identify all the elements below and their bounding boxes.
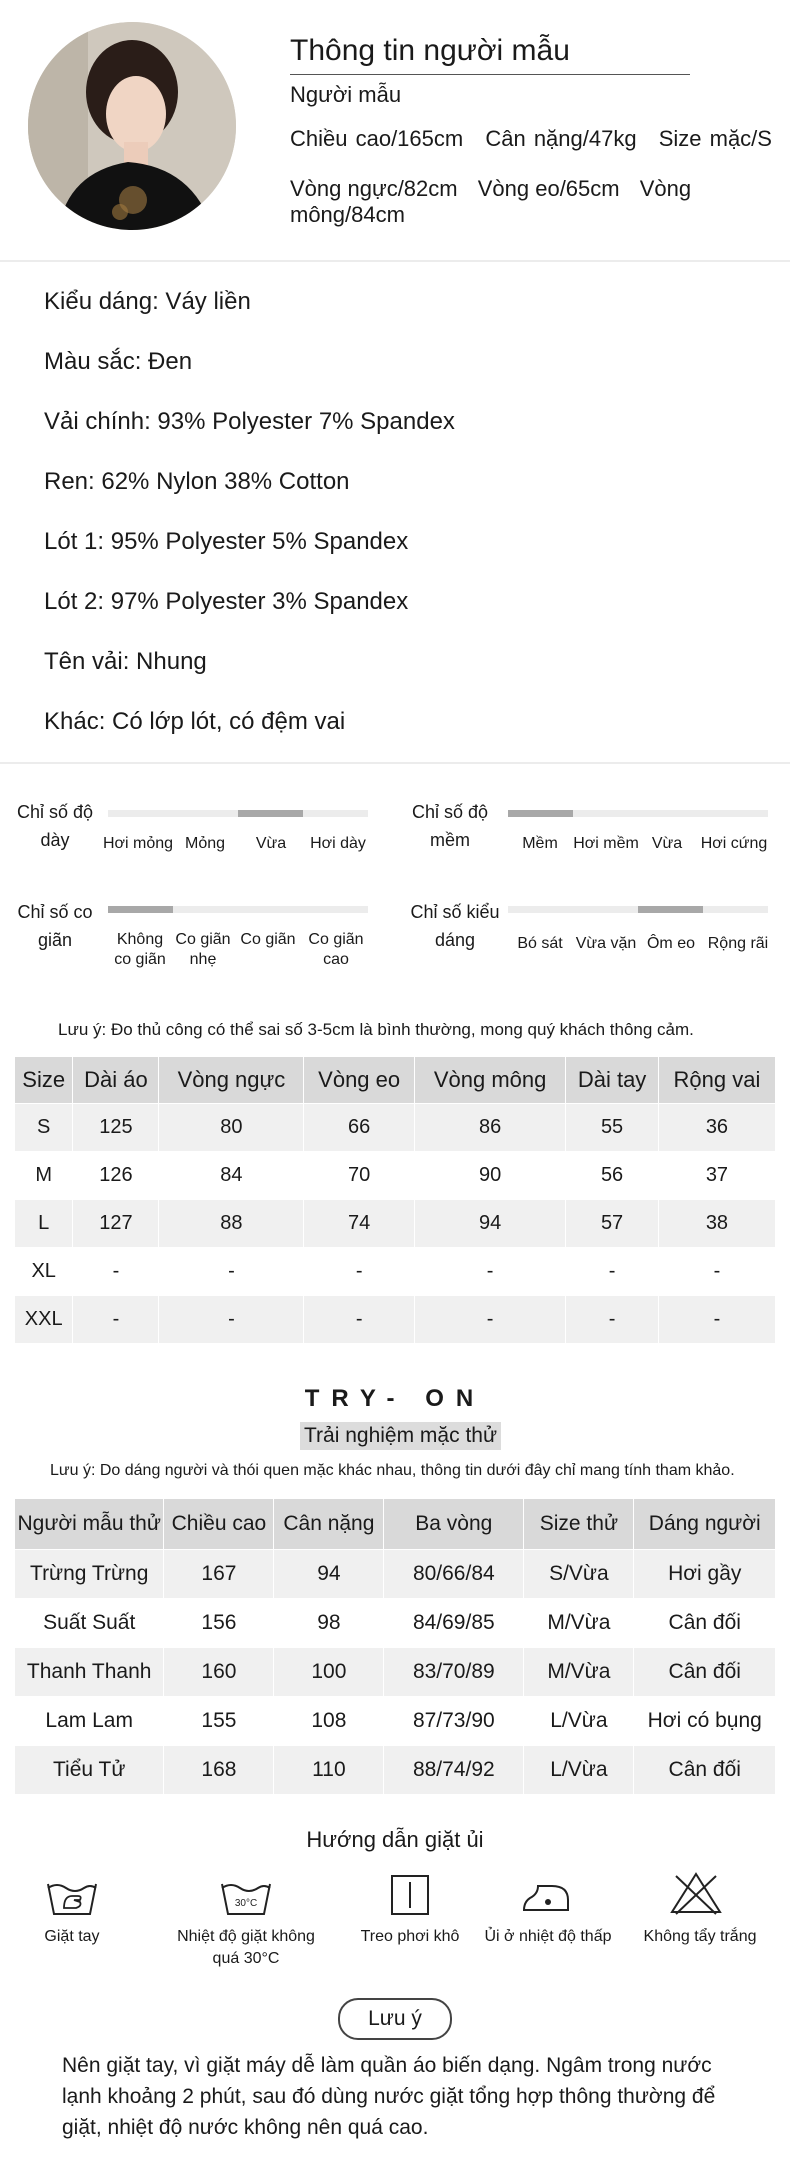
stretch-option: Co giãn cao <box>308 931 364 968</box>
table-cell: 38 <box>658 1200 775 1248</box>
size-table-header-cell: Rộng vai <box>658 1057 775 1104</box>
model-photo <box>28 22 236 230</box>
size-table-header <box>15 1057 776 1104</box>
thickness-option: Mỏng <box>184 835 226 852</box>
model-info-subtitle: Người mẫu <box>290 82 402 107</box>
table-cell: - <box>304 1296 415 1344</box>
tryon-table-header-cell: Cân nặng <box>274 1499 384 1550</box>
model-measure-row-2 <box>290 176 790 228</box>
stretch-index-label: Chỉ số co giãn <box>17 902 93 950</box>
table-cell: 86 <box>414 1104 565 1152</box>
softness-index-bar <box>508 810 768 817</box>
table-cell: 98 <box>274 1599 384 1648</box>
size-table <box>14 1056 776 1344</box>
table-cell: 80/66/84 <box>384 1550 524 1599</box>
softness-index-label: Chỉ số độ mềm <box>411 802 489 850</box>
table-cell: 94 <box>274 1550 384 1599</box>
thickness-option: Hơi dày <box>310 835 366 852</box>
table-cell: 70 <box>304 1152 415 1200</box>
notice-button[interactable]: Lưu ý <box>338 1998 452 2040</box>
table-cell: 156 <box>164 1599 274 1648</box>
tryon-table-header <box>15 1499 776 1550</box>
softness-index-marker <box>508 810 573 817</box>
table-cell: 167 <box>164 1550 274 1599</box>
spec-lining-2: Lót 2: 97% Polyester 3% Spandex <box>44 588 409 615</box>
model-height: Chiều cao/165cm <box>290 126 464 151</box>
model-measure-row-1 <box>290 126 786 152</box>
size-note: Lưu ý: Đo thủ công có thể sai số 3-5cm là bình thường, mong quý khách thông cảm. <box>58 1020 694 1039</box>
table-cell: 57 <box>566 1200 659 1248</box>
table-cell: 168 <box>164 1746 274 1795</box>
table-cell: - <box>73 1296 159 1344</box>
table-cell: Cân đối <box>634 1746 776 1795</box>
table-cell: 56 <box>566 1152 659 1200</box>
tryon-table-header-cell: Size thử <box>524 1499 634 1550</box>
table-cell: 36 <box>658 1104 775 1152</box>
wash-30-label: Nhiệt độ giặt không quá 30°C <box>177 1928 315 1967</box>
washing-title: Hướng dẫn giặt ủi <box>306 1827 484 1852</box>
table-cell: 160 <box>164 1648 274 1697</box>
table-cell: Cân đối <box>634 1599 776 1648</box>
tryon-subtitle: Trải nghiệm mặc thử <box>300 1422 501 1450</box>
wash-temp-text: 30°C <box>234 1898 258 1909</box>
table-cell: 94 <box>414 1200 565 1248</box>
tryon-table <box>14 1498 776 1795</box>
table-cell: 127 <box>73 1200 159 1248</box>
iron-low-label: Ủi ở nhiệt độ thấp <box>484 1928 612 1945</box>
table-cell: 55 <box>566 1104 659 1152</box>
model-avatar <box>28 22 236 230</box>
table-row <box>15 1104 776 1152</box>
fit-index-bar <box>508 906 768 913</box>
table-cell: 83/70/89 <box>384 1648 524 1697</box>
thickness-option: Hơi mỏng <box>102 835 174 852</box>
stretch-option: Không co giãn <box>114 931 166 968</box>
stretch-option: Co giãn nhẹ <box>175 931 231 968</box>
spec-other: Khác: Có lớp lót, có đệm vai <box>44 708 346 735</box>
model-hip: Vòng mông/84cm <box>290 176 692 227</box>
model-weight: Cân nặng/47kg <box>485 126 637 151</box>
section-divider <box>0 762 790 764</box>
table-cell: XXL <box>15 1296 73 1344</box>
table-cell: - <box>73 1248 159 1296</box>
table-cell: - <box>414 1248 565 1296</box>
table-cell: M <box>15 1152 73 1200</box>
table-row <box>15 1599 776 1648</box>
size-table-header-cell: Vòng mông <box>414 1057 565 1104</box>
tryon-table-header-cell: Người mẫu thử <box>15 1499 164 1550</box>
thickness-index-label: Chỉ số độ dày <box>16 802 94 850</box>
table-cell: 87/73/90 <box>384 1697 524 1746</box>
table-cell: 108 <box>274 1697 384 1746</box>
table-cell: M/Vừa <box>524 1648 634 1697</box>
fit-index-label: Chỉ số kiểu dáng <box>410 902 500 950</box>
model-info-title: Thông tin người mẫu <box>290 34 570 67</box>
size-table-header-cell: Dài tay <box>566 1057 659 1104</box>
stretch-index-bar <box>108 906 368 913</box>
table-cell: Lam Lam <box>15 1697 164 1746</box>
table-cell: 126 <box>73 1152 159 1200</box>
softness-option: Hơi cứng <box>700 835 768 852</box>
table-cell: 66 <box>304 1104 415 1152</box>
notice-text: Nên giặt tay, vì giặt máy dễ làm quần áo biến dạng. Ngâm trong nước lạnh khoảng 2 phút, sau đó dùng nước giặt tổng hợp thông thường để giặt, nhiệt độ nước không nên quá cao. <box>62 2054 716 2139</box>
spec-color: Màu sắc: Đen <box>44 348 193 375</box>
fit-option: Rộng rãi <box>707 935 769 952</box>
line-dry-icon <box>380 1872 440 1918</box>
table-cell: - <box>159 1248 304 1296</box>
table-cell: Thanh Thanh <box>15 1648 164 1697</box>
table-cell: S/Vừa <box>524 1550 634 1599</box>
table-cell: - <box>414 1296 565 1344</box>
table-cell: Hơi gầy <box>634 1550 776 1599</box>
table-row <box>15 1152 776 1200</box>
size-table-header-cell: Vòng eo <box>304 1057 415 1104</box>
table-cell: - <box>304 1248 415 1296</box>
tryon-note: Lưu ý: Do dáng người và thói quen mặc khác nhau, thông tin dưới đây chỉ mang tính tham khảo. <box>50 1462 735 1479</box>
table-cell: 84 <box>159 1152 304 1200</box>
size-table-header-cell: Dài áo <box>73 1057 159 1104</box>
tryon-table-header-cell: Dáng người <box>634 1499 776 1550</box>
no-bleach-icon <box>666 1870 726 1916</box>
spec-style: Kiểu dáng: Váy liền <box>44 288 251 315</box>
hand-wash-label: Giặt tay <box>44 1928 100 1945</box>
table-cell: 110 <box>274 1746 384 1795</box>
table-cell: - <box>566 1248 659 1296</box>
table-cell: M/Vừa <box>524 1599 634 1648</box>
table-cell: 90 <box>414 1152 565 1200</box>
line-dry-label: Treo phơi khô <box>360 1928 460 1945</box>
table-cell: L/Vừa <box>524 1697 634 1746</box>
table-row <box>15 1746 776 1795</box>
table-cell: 100 <box>274 1648 384 1697</box>
fit-index-marker <box>638 906 703 913</box>
thickness-index-bar <box>108 810 368 817</box>
table-cell: 74 <box>304 1200 415 1248</box>
table-cell: 88/74/92 <box>384 1746 524 1795</box>
softness-option: Vừa <box>651 835 683 852</box>
size-table-header-cell: Vòng ngực <box>159 1057 304 1104</box>
table-cell: XL <box>15 1248 73 1296</box>
section-divider <box>0 260 790 262</box>
fit-option: Bó sát <box>517 935 563 952</box>
size-table-header-cell: Size <box>15 1057 73 1104</box>
table-row <box>15 1697 776 1746</box>
table-row <box>15 1550 776 1599</box>
table-cell: 125 <box>73 1104 159 1152</box>
tryon-title: TRY- ON <box>304 1385 486 1412</box>
table-cell: Hơi có bụng <box>634 1697 776 1746</box>
model-bust: Vòng ngực/82cm <box>290 176 458 201</box>
table-cell: Suất Suất <box>15 1599 164 1648</box>
table-row <box>15 1248 776 1296</box>
model-waist: Vòng eo/65cm <box>477 176 620 201</box>
thickness-option: Vừa <box>255 835 287 852</box>
table-cell: L/Vừa <box>524 1746 634 1795</box>
table-cell: L <box>15 1200 73 1248</box>
spec-lace: Ren: 62% Nylon 38% Cotton <box>44 468 350 495</box>
table-cell: 80 <box>159 1104 304 1152</box>
hand-wash-icon <box>42 1874 102 1920</box>
fit-option: Vừa vặn <box>575 935 637 952</box>
title-underline <box>290 74 690 75</box>
stretch-option: Co giãn <box>240 931 296 948</box>
thickness-index-marker <box>238 810 303 817</box>
spec-fabric-name: Tên vải: Nhung <box>44 648 207 675</box>
table-cell: 84/69/85 <box>384 1599 524 1648</box>
iron-low-icon <box>516 1874 576 1920</box>
table-cell: Cân đối <box>634 1648 776 1697</box>
table-row <box>15 1200 776 1248</box>
table-cell: - <box>658 1296 775 1344</box>
softness-option: Hơi mềm <box>573 835 639 852</box>
softness-option: Mềm <box>522 835 558 852</box>
table-cell: 37 <box>658 1152 775 1200</box>
table-cell: Trừng Trừng <box>15 1550 164 1599</box>
table-cell: Tiểu Tử <box>15 1746 164 1795</box>
spec-lining-1: Lót 1: 95% Polyester 5% Spandex <box>44 528 409 555</box>
wash-30-icon <box>216 1874 276 1920</box>
fit-option: Ôm eo <box>646 935 695 952</box>
table-cell: - <box>159 1296 304 1344</box>
table-cell: - <box>566 1296 659 1344</box>
model-size: Size mặc/S <box>658 126 772 151</box>
table-row <box>15 1296 776 1344</box>
table-cell: 155 <box>164 1697 274 1746</box>
table-cell: 88 <box>159 1200 304 1248</box>
table-cell: - <box>658 1248 775 1296</box>
stretch-index-marker <box>108 906 173 913</box>
no-bleach-label: Không tẩy trắng <box>643 1928 757 1945</box>
table-cell: S <box>15 1104 73 1152</box>
table-row <box>15 1648 776 1697</box>
tryon-table-header-cell: Ba vòng <box>384 1499 524 1550</box>
tryon-table-header-cell: Chiều cao <box>164 1499 274 1550</box>
spec-main-fabric: Vải chính: 93% Polyester 7% Spandex <box>44 408 455 435</box>
